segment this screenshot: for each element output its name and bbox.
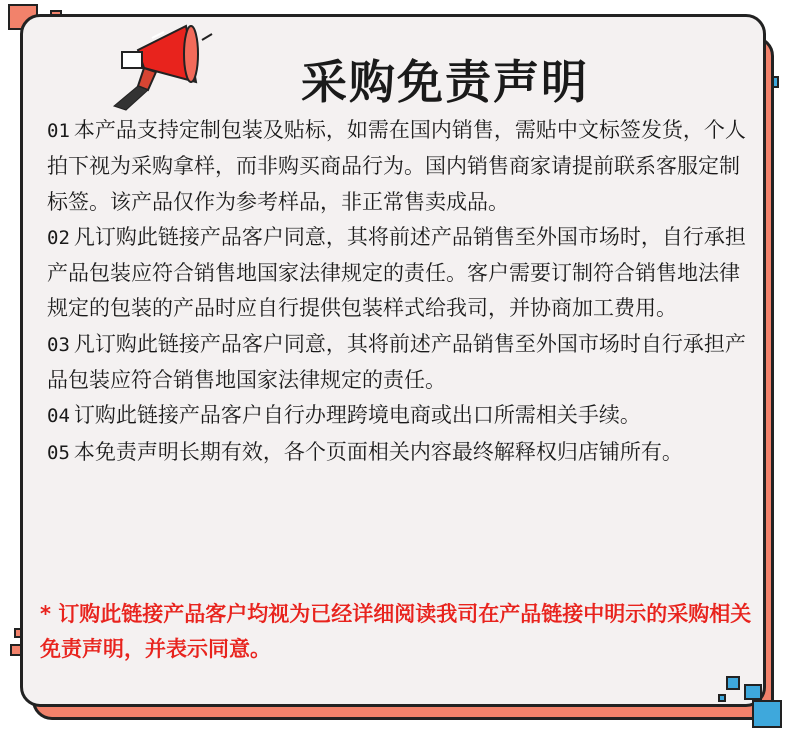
decor-square bbox=[718, 694, 726, 702]
clause-list bbox=[47, 113, 759, 471]
clause-text: 凡订购此链接产品客户同意，其将前述产品销售至外国市场时自行承担产品包装应符合销售地国家法律规定的责任。 bbox=[47, 331, 746, 393]
clause-item bbox=[47, 113, 759, 220]
decor-square bbox=[752, 700, 782, 728]
clause-number: 02 bbox=[47, 226, 70, 249]
clause-text: 本免责声明长期有效，各个页面相关内容最终解释权归店铺所有。 bbox=[73, 439, 683, 464]
decor-square bbox=[726, 676, 740, 690]
clause-text: 订购此链接产品客户自行办理跨境电商或出口所需相关手续。 bbox=[73, 403, 641, 428]
clause-number: 01 bbox=[47, 120, 70, 142]
clause-item bbox=[47, 398, 759, 434]
page-title: 采购免责声明 bbox=[301, 55, 589, 109]
clause-number: 04 bbox=[47, 405, 70, 428]
consent-notice: * 订购此链接产品客户均视为已经详细阅读我司在产品链接中明示的采购相关免责声明，并表示同意。 bbox=[40, 602, 752, 661]
clause-number: 03 bbox=[47, 333, 70, 356]
clause-text: 凡订购此链接产品客户同意，其将前述产品销售至外国市场时，自行承担产品包装应符合销售地国家法律规定的责任。客户需要订制符合销售地法律规定的包装的产品时应自行提供包装样式给我司，并协商加工费用。 bbox=[47, 224, 746, 321]
decor-square bbox=[744, 684, 762, 700]
clause-item bbox=[47, 435, 759, 471]
clause-number: 05 bbox=[47, 441, 70, 464]
clause-item bbox=[47, 327, 759, 399]
clause-item bbox=[47, 220, 759, 327]
clause-text: 本产品支持定制包装及贴标，如需在国内销售，需贴中文标签发货，个人拍下视为采购拿样，而非购买商品行为。国内销售商家请提前联系客服定制标签。该产品仅作为参考样品，非正常售卖成品。 bbox=[47, 118, 746, 214]
